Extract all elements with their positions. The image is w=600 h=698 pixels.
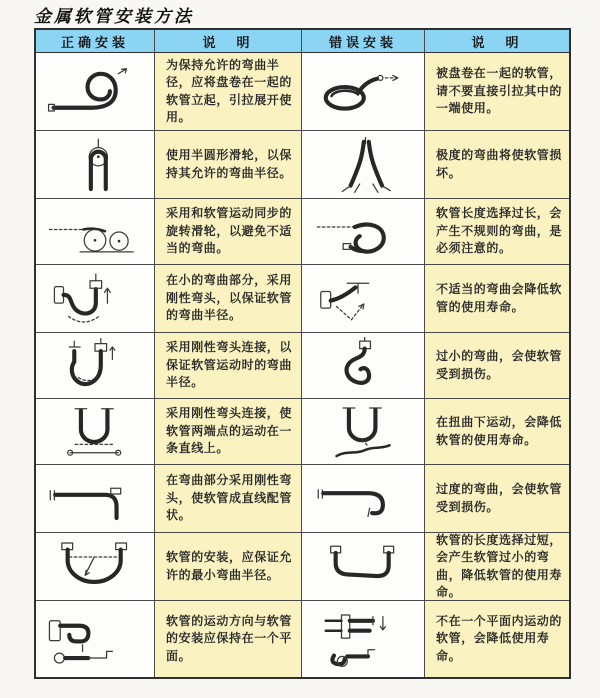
wrong-desc-cell [425, 399, 569, 465]
twisted-motion-icon [309, 403, 417, 461]
correct-figure-cell [36, 533, 155, 601]
same-plane-motion-icon [41, 610, 149, 668]
wrong-figure-cell [302, 465, 425, 533]
wrong-figure-cell [302, 265, 425, 333]
wrong-desc-text: 在扭曲下运动，会降低软管的使用寿命。 [436, 415, 563, 447]
correct-desc-text: 采用刚性弯头连接，以保证软管运动时的弯曲半径。 [166, 340, 293, 390]
wrong-figure-cell [302, 53, 425, 131]
correct-desc-cell [155, 53, 302, 131]
wrong-desc-cell [425, 601, 569, 677]
wrong-desc-text: 软管长度选择过长，会产生不规则的弯曲，是必须注意的。 [436, 206, 563, 256]
header-desc-correct: 说 明 [155, 30, 302, 53]
correct-figure-cell [36, 399, 155, 465]
too-small-bend-icon [309, 337, 417, 395]
straight-line-motion-icon [41, 403, 149, 461]
header-wrong-install: 错误安装 [302, 30, 425, 53]
correct-desc-cell [155, 333, 302, 399]
wrong-desc-text: 软管的长度选择过短，会产生软管过小的弯曲，降低软管的使用寿命。 [436, 533, 563, 599]
correct-figure-cell [36, 199, 155, 265]
rotating-pulleys-icon [41, 203, 149, 261]
header-desc-wrong: 说 明 [425, 30, 569, 53]
wrong-desc-cell [425, 465, 569, 533]
wrong-figure-cell [302, 399, 425, 465]
different-plane-motion-icon [309, 610, 417, 668]
correct-desc-text: 采用刚性弯头连接，使软管两端点的运动在一条直线上。 [166, 406, 293, 456]
wrong-figure-cell [302, 533, 425, 601]
correct-desc-text: 使用半圆形滑轮，以保持其允许的弯曲半径。 [166, 148, 293, 180]
wrong-figure-cell [302, 199, 425, 265]
correct-figure-cell [36, 333, 155, 399]
wrong-figure-cell [302, 601, 425, 677]
wrong-desc-cell [425, 131, 569, 199]
correct-figure-cell [36, 131, 155, 199]
correct-desc-text: 软管的运动方向与软管的安装应保持在一个平面。 [166, 613, 293, 663]
correct-desc-cell [155, 199, 302, 265]
correct-desc-text: 在小的弯曲部分，采用刚性弯头，以保证软管的弯曲半径。 [166, 273, 293, 323]
wrong-desc-text: 被盘卷在一起的软管，请不要直接引拉其中的一端使用。 [436, 66, 563, 116]
excess-length-loop-icon [309, 203, 417, 261]
over-bend-icon [309, 470, 417, 528]
rigid-elbow-connection-icon [41, 337, 149, 395]
correct-desc-text: 在弯曲部分采用刚性弯头，使软管成直线配管状。 [166, 473, 293, 523]
correct-desc-cell [155, 131, 302, 199]
wrong-desc-text: 过小的弯曲，会使软管受到损伤。 [436, 349, 563, 381]
wrong-desc-cell [425, 199, 569, 265]
correct-figure-cell [36, 465, 155, 533]
extreme-bend-icon [309, 136, 417, 194]
wrong-figure-cell [302, 333, 425, 399]
improper-bend-icon [309, 270, 417, 328]
correct-desc-cell [155, 601, 302, 677]
correct-desc-text: 采用和软管运动同步的旋转滑轮，以避免不适当的弯曲。 [166, 206, 293, 256]
wrong-desc-text: 过度的弯曲，会使软管受到损伤。 [436, 482, 563, 514]
correct-figure-cell [36, 53, 155, 131]
installation-table [34, 28, 571, 679]
header-correct-install: 正确安装 [36, 30, 155, 53]
wrong-desc-cell [425, 53, 569, 131]
correct-desc-cell [155, 265, 302, 333]
wrong-desc-text: 极度的弯曲将使软管损坏。 [436, 148, 563, 180]
rigid-elbow-small-bend-icon [41, 270, 149, 328]
correct-desc-cell [155, 465, 302, 533]
correct-figure-cell [36, 265, 155, 333]
wrong-figure-cell [302, 131, 425, 199]
wrong-desc-text: 不在一个平面内运动的软管，会降低使用寿命。 [436, 613, 563, 663]
too-short-hose-icon [309, 538, 417, 596]
wrong-desc-cell [425, 333, 569, 399]
correct-desc-cell [155, 533, 302, 601]
coiled-hose-uncoil-icon [41, 63, 149, 121]
correct-desc-text: 为保持允许的弯曲半径，应将盘卷在一起的软管立起，引拉展开使用。 [166, 57, 293, 124]
correct-desc-cell [155, 399, 302, 465]
correct-desc-text: 软管的安装，应保证允许的最小弯曲半径。 [166, 550, 293, 582]
wrong-desc-text: 不适当的弯曲会降低软管的使用寿命。 [436, 282, 563, 314]
coiled-hose-pull-end-icon [309, 63, 417, 121]
semicircular-pulley-icon [41, 136, 149, 194]
wrong-desc-cell [425, 533, 569, 601]
correct-figure-cell [36, 601, 155, 677]
wrong-desc-cell [425, 265, 569, 333]
elbow-straight-pipe-icon [41, 470, 149, 528]
min-bend-radius-icon [41, 538, 149, 596]
page-title: 金属软管安装方法 [34, 7, 194, 27]
